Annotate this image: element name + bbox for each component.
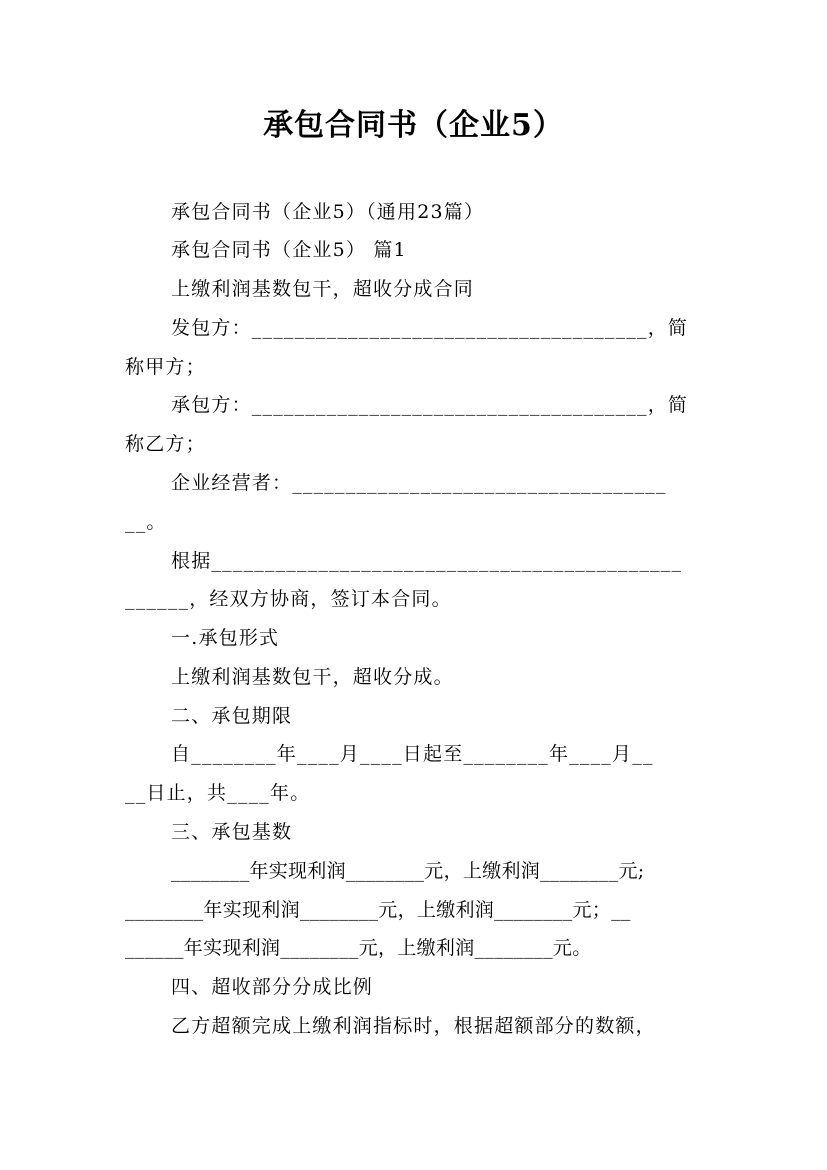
text-line: 乙方超额完成上缴利润指标时，根据超额部分的数额， — [171, 1015, 656, 1037]
section-heading: 一.承包形式 — [171, 627, 280, 649]
text-line: ________年实现利润________元，上缴利润________元；__ — [125, 899, 631, 921]
text-line: ______年实现利润________元，上缴利润________元。 — [125, 937, 592, 959]
text-line: 承包合同书（企业5） 篇1 — [171, 239, 407, 261]
section-heading: 二、承包期限 — [171, 705, 293, 727]
text-line: __日止，共____年。 — [125, 782, 311, 804]
text-line: 企业经营者：___________________________________ — [171, 472, 667, 494]
section-heading: 四、超收部分分成比例 — [171, 976, 374, 998]
text-line: ______，经双方协商，签订本合同。 — [125, 588, 452, 610]
text-line: 自________年____月____日起至________年____月__ — [171, 743, 654, 765]
text-line: 称甲方； — [125, 356, 206, 378]
text-line: 发包方：_____________________________________，简 — [171, 317, 689, 339]
text-line: 称乙方； — [125, 433, 206, 455]
text-line: 承包合同书（企业5）（通用23篇） — [171, 201, 485, 223]
section-heading: 三、承包基数 — [171, 821, 293, 843]
text-line: 上缴利润基数包干，超收分成合同 — [171, 278, 475, 300]
text-line: 根据____________________________________________ — [171, 550, 683, 572]
document-title: 承包合同书（企业5） — [263, 108, 564, 143]
text-line: 上缴利润基数包干，超收分成。 — [171, 666, 454, 688]
text-line: ________年实现利润________元，上缴利润________元; — [171, 860, 645, 882]
text-line: __。 — [125, 511, 167, 533]
text-line: 承包方：_____________________________________，简 — [171, 394, 689, 416]
